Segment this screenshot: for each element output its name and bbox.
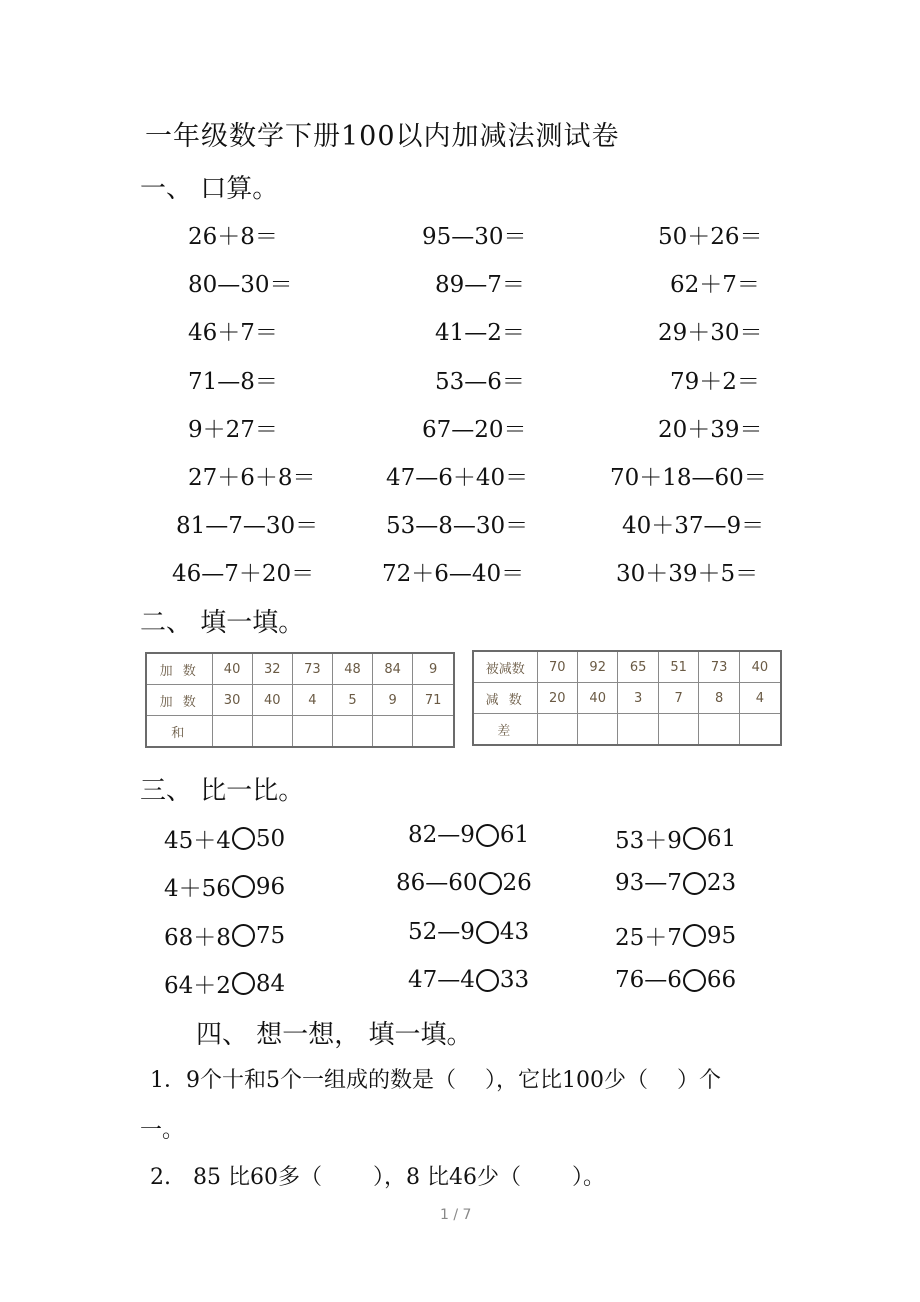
circle-blank[interactable] [476,824,499,847]
table-cell: 4 [292,685,332,716]
compare-left: 4＋56 [164,876,231,902]
table-cell: 9 [373,685,413,716]
compare-item [408,822,529,848]
compare-item [408,967,529,993]
compare-left: 45＋4 [164,828,231,854]
answer-cell[interactable] [332,716,372,748]
compare-item [615,919,736,952]
table-cell: 92 [577,651,617,683]
table-cell: 40 [252,685,292,716]
calc-item: 71—8＝ [188,369,278,395]
compare-left: 64＋2 [164,973,231,999]
circle-blank[interactable] [683,872,706,895]
calc-item: 46—7＋20＝ [172,561,315,587]
compare-left: 52—9 [408,919,475,945]
circle-blank[interactable] [476,969,499,992]
table-row-label: 加 数 [146,653,212,685]
table-row-label: 减 数 [473,683,537,714]
compare-item [164,822,285,855]
compare-right: 26 [502,870,532,896]
calc-item: 72＋6—40＝ [382,561,525,587]
compare-item [615,870,736,896]
compare-left: 82—9 [408,822,475,848]
section3-heading: 三、 比一比。 [140,776,305,806]
question-1-line-2: 一。 [140,1118,185,1143]
calc-item: 89—7＝ [435,272,525,298]
table-row [146,716,454,748]
answer-cell[interactable] [577,714,617,746]
calc-item: 29＋30＝ [658,320,763,346]
circle-blank[interactable] [479,872,502,895]
compare-left: 25＋7 [615,925,682,951]
compare-right: 43 [499,919,530,945]
table-row-label: 加 数 [146,685,212,716]
calc-item: 47—6＋40＝ [386,465,529,491]
compare-item [615,822,736,855]
table-row-label: 差 [473,714,537,746]
compare-right: 84 [255,970,286,997]
compare-left: 86—60 [396,870,478,896]
compare-right: 66 [706,967,737,993]
calc-item: 27＋6＋8＝ [188,465,316,491]
circle-blank[interactable] [476,921,499,944]
compare-right: 61 [706,825,737,852]
table-cell: 73 [292,653,332,685]
table-cell: 30 [212,685,252,716]
table-cell: 73 [699,651,739,683]
compare-left: 93—7 [615,870,682,896]
answer-cell[interactable] [373,716,413,748]
answer-cell[interactable] [413,716,454,748]
answer-cell[interactable] [537,714,577,746]
circle-blank[interactable] [232,972,255,995]
section2-heading: 二、 填一填。 [140,608,305,638]
compare-right: 96 [255,873,286,900]
table-cell: 8 [699,683,739,714]
table-cell: 9 [413,653,454,685]
calc-item: 26＋8＝ [188,224,278,250]
table-cell: 5 [332,685,372,716]
table-cell: 70 [537,651,577,683]
table-cell: 48 [332,653,372,685]
question-2: 2. 85 比60多（ ），8 比46少（ ）。 [150,1165,605,1190]
answer-cell[interactable] [618,714,658,746]
page-number: 1 / 7 [440,1207,472,1223]
compare-left: 68＋8 [164,925,231,951]
answer-cell[interactable] [212,716,252,748]
compare-item [396,870,532,896]
calc-item: 81—7—30＝ [176,513,319,539]
table-row [146,685,454,716]
compare-item [164,967,285,1000]
compare-item [615,967,736,993]
table-cell: 40 [212,653,252,685]
table-row [473,714,781,746]
section4-heading: 四、 想一想， 填一填。 [196,1020,473,1050]
calc-item: 70＋18—60＝ [610,465,767,491]
calc-item: 30＋39＋5＝ [616,561,759,587]
calc-item: 53—8—30＝ [386,513,529,539]
compare-right: 75 [255,922,286,949]
table-row-label: 被减数 [473,651,537,683]
calc-item: 40＋37—9＝ [622,513,765,539]
calc-item: 62＋7＝ [670,272,760,298]
answer-cell[interactable] [292,716,332,748]
calc-item: 67—20＝ [422,417,527,443]
answer-cell[interactable] [699,714,739,746]
table-cell: 71 [413,685,454,716]
table-cell: 40 [739,651,781,683]
table-cell: 40 [577,683,617,714]
circle-blank[interactable] [683,924,706,947]
compare-right: 33 [499,967,530,993]
table-cell: 84 [373,653,413,685]
compare-right: 61 [499,822,530,848]
compare-right: 95 [706,922,737,949]
table-cell: 20 [537,683,577,714]
table-cell: 51 [658,651,698,683]
answer-cell[interactable] [739,714,781,746]
calc-item: 80—30＝ [188,272,293,298]
table-cell: 32 [252,653,292,685]
compare-left: 47—4 [408,967,475,993]
calc-item: 50＋26＝ [658,224,763,250]
circle-blank[interactable] [683,969,706,992]
table-cell: 7 [658,683,698,714]
calc-item: 9＋27＝ [188,417,278,443]
compare-item [408,919,529,945]
circle-blank[interactable] [232,924,255,947]
circle-blank[interactable] [232,875,255,898]
table-row-label: 和 [146,716,212,748]
answer-cell[interactable] [252,716,292,748]
compare-left: 76—6 [615,967,682,993]
table-cell: 65 [618,651,658,683]
circle-blank[interactable] [683,827,706,850]
section1-heading: 一、 口算。 [140,174,279,204]
table-row [473,683,781,714]
addition-table [145,652,455,748]
table-cell: 3 [618,683,658,714]
table-row [146,653,454,685]
compare-right: 50 [255,825,286,852]
compare-item [164,919,285,952]
compare-right: 23 [706,870,737,896]
circle-blank[interactable] [232,827,255,850]
page-title: 一年级数学下册100以内加减法测试卷 [145,121,620,152]
calc-item: 95—30＝ [422,224,527,250]
question-1-line-1: 1．9个十和5个一组成的数是（ ），它比100少（ ）个 [150,1068,721,1093]
subtraction-table [472,650,782,746]
calc-item: 53—6＝ [435,369,525,395]
answer-cell[interactable] [658,714,698,746]
calc-item: 46＋7＝ [188,320,278,346]
compare-left: 53＋9 [615,828,682,854]
table-row [473,651,781,683]
compare-item [164,870,285,903]
table-cell: 4 [739,683,781,714]
calc-item: 41—2＝ [435,320,525,346]
calc-item: 20＋39＝ [658,417,763,443]
calc-item: 79＋2＝ [670,369,760,395]
